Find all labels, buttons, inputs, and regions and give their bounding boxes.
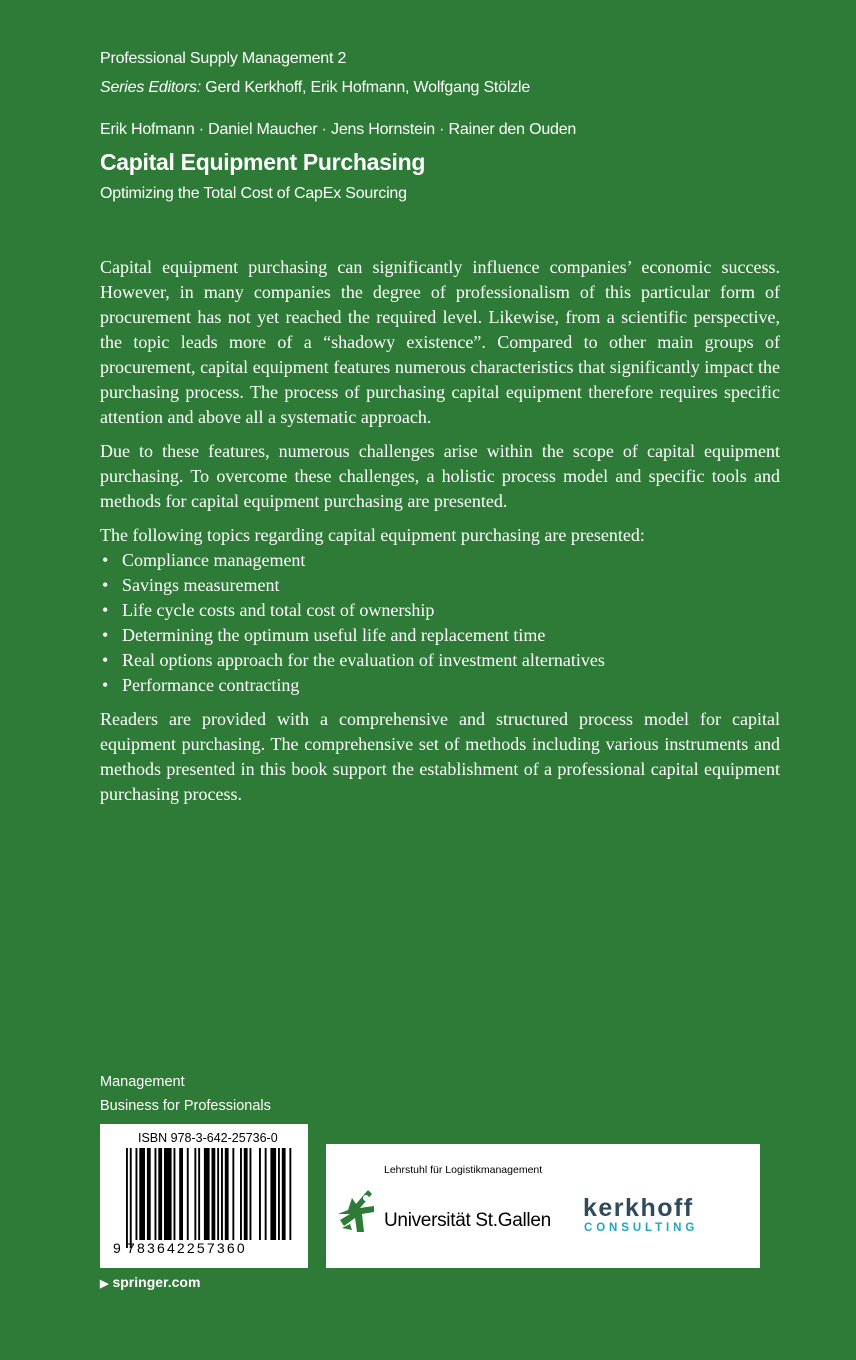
arrow-right-icon: ▶ (100, 1278, 109, 1290)
list-item: • Determining the optimum useful life and replacement time (100, 623, 780, 648)
chair-label: Lehrstuhl für Logistikmanagement (384, 1164, 543, 1176)
kerkhoff-consulting: CONSULTING (584, 1222, 699, 1234)
list-item: • Savings measurement (100, 573, 780, 598)
university-name: Universität St.Gallen (384, 1210, 551, 1231)
series-title: Professional Supply Management 2 (100, 50, 347, 67)
book-subtitle: Optimizing the Total Cost of CapEx Sourcing (100, 185, 407, 202)
sponsor-logos-panel (326, 1144, 760, 1268)
kerkhoff-wordmark: kerkhoff (583, 1194, 694, 1222)
ean-digits: 783642257360 (127, 1240, 247, 1256)
category-line-2: Business for Professionals (100, 1098, 271, 1114)
topics-intro: The following topics regarding capital equipment purchasing are presented: (100, 525, 645, 545)
list-item: • Real options approach for the evaluation of investment alternatives (100, 648, 780, 673)
blurb (100, 255, 780, 816)
topics-list (100, 548, 780, 698)
series-editors (100, 79, 530, 97)
springer-link-text: springer.com (112, 1274, 201, 1290)
list-item: • Performance contracting (100, 673, 780, 698)
barcode-panel (100, 1124, 308, 1268)
springer-link[interactable] (100, 1274, 200, 1290)
list-item: • Life cycle costs and total cost of ownership (100, 598, 780, 623)
series-editors-names: Gerd Kerkhoff, Erik Hofmann, Wolfgang Stölzle (205, 79, 531, 96)
series-editors-label: Series Editors: (100, 79, 202, 96)
blurb-paragraph-2: Due to these features, numerous challenges arise within the scope of capital equipment purchasing. To overcome these challenges, a holistic process model and specific tools and methods for capital equipment purchasing are presented. (100, 441, 780, 511)
hsg-figure-icon (334, 1184, 380, 1236)
blurb-paragraph-1: Capital equipment purchasing can significantly influence companies’ economic success. However, in many companies the degree of professionalism of this particular form of procurement has not yet reached the required level. Likewise, from a scientific perspective, the topic leads more of a “shadowy existence”. Compared to other main groups of procurement, capital equipment features numerous characteristics that significantly impact the purchasing process. The process of purchasing capital equipment therefore requires specific attention and above all a systematic approach. (100, 257, 780, 427)
blurb-paragraph-3: Readers are provided with a comprehensive and structured process model for capital equipment purchasing. The comprehensive set of methods including various instruments and methods presented in this book support the establishment of a professional capital equipment purchasing process. (100, 709, 780, 804)
ean-first-digit: 9 (113, 1240, 121, 1256)
book-title: Capital Equipment Purchasing (100, 149, 426, 175)
book-authors: Erik Hofmann · Daniel Maucher · Jens Hornstein · Rainer den Ouden (100, 121, 577, 138)
category-line-1: Management (100, 1074, 185, 1090)
isbn-label: ISBN 978-3-642-25736-0 (138, 1131, 278, 1145)
list-item: • Compliance management (100, 548, 780, 573)
